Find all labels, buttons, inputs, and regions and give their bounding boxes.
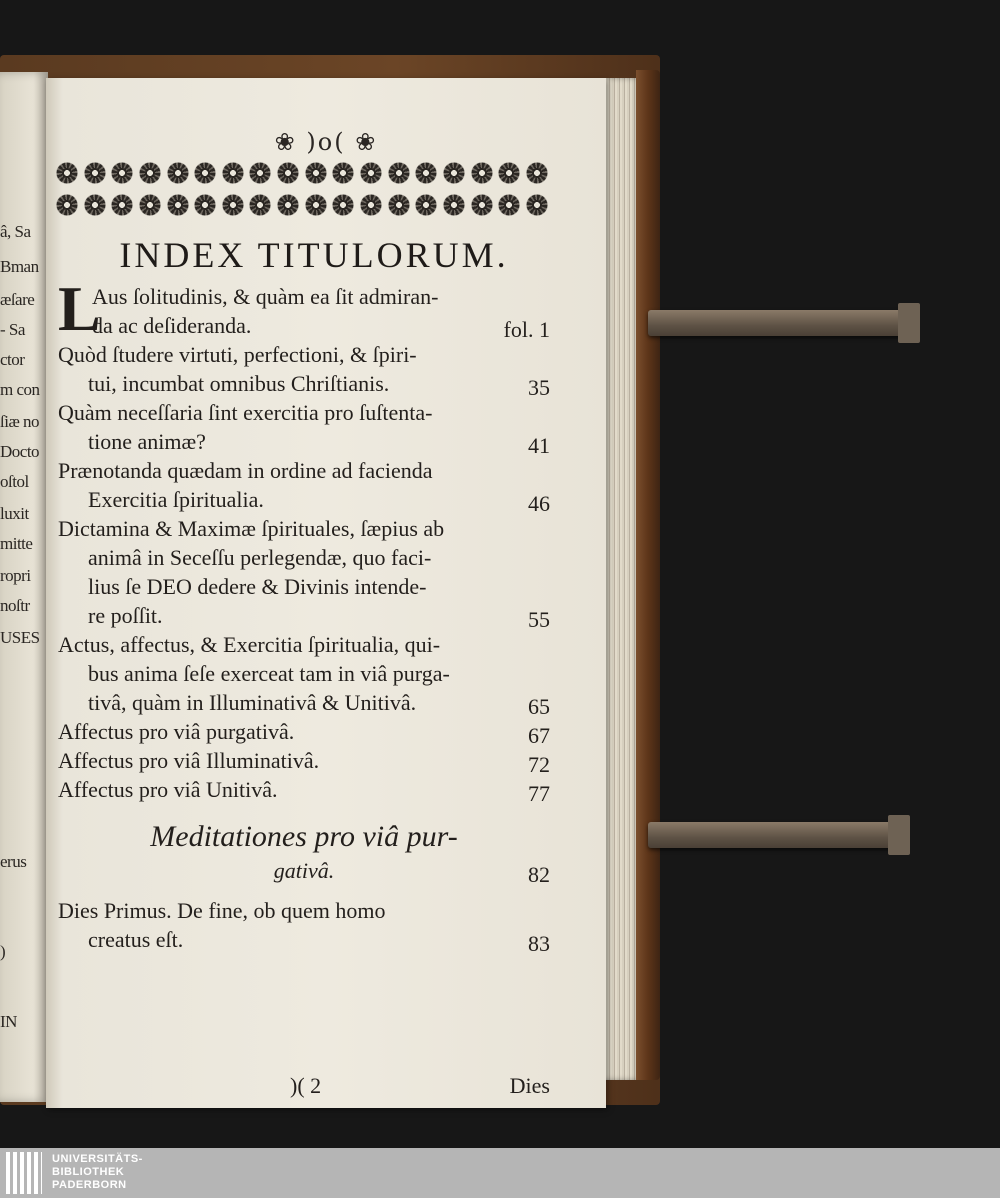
toc-entry-line: animâ in Seceſſu perlegendæ, quo faci- <box>88 545 432 570</box>
rosette-ornament-icon <box>360 162 382 184</box>
rosette-ornament-icon <box>277 194 299 216</box>
rosette-ornament-icon <box>56 162 78 184</box>
logo-line: BIBLIOTHEK <box>52 1166 125 1178</box>
toc-entry <box>58 717 550 746</box>
rosette-ornament-icon <box>360 194 382 216</box>
toc-entry <box>58 896 550 954</box>
left-page-text-fragment: - Sa <box>0 320 25 339</box>
toc-entry-line: Affectus pro viâ purgativâ. <box>58 719 295 744</box>
toc-page-number: 77 <box>528 781 550 806</box>
toc-entry-line: Affectus pro viâ Unitivâ. <box>58 777 278 802</box>
left-page-text-fragment: æſare <box>0 290 35 309</box>
toc-page-number: 65 <box>528 694 550 719</box>
rosette-ornament-icon <box>471 162 493 184</box>
toc-entry-line: tui, incumbat omnibus Chriſtianis. <box>88 371 390 396</box>
rosette-ornament-icon <box>277 162 299 184</box>
section-heading <box>58 820 550 888</box>
cover-edge <box>636 70 660 1080</box>
left-page-text-fragment: Docto <box>0 442 40 461</box>
rosette-ornament-icon <box>167 194 189 216</box>
rosette-ornament-icon <box>305 194 327 216</box>
toc-entry-line: Dies Primus. De fine, ob quem homo <box>58 898 386 923</box>
lower-clasp <box>648 822 898 848</box>
running-head: ❀ )o( ❀ <box>274 128 378 156</box>
toc-page-number: 67 <box>528 723 550 748</box>
footer-bar <box>0 1148 1000 1198</box>
ornament-row <box>56 194 548 218</box>
upper-clasp <box>648 310 908 336</box>
rosette-ornament-icon <box>222 162 244 184</box>
toc-page-number: 55 <box>528 607 550 632</box>
logo-line: PADERBORN <box>52 1179 127 1191</box>
toc-entry-line: bus anima ſeſe exerceat tam in viâ purga- <box>88 661 450 686</box>
toc-entry-line: da ac deſideranda. <box>92 313 252 338</box>
toc-entry-line: lius ſe DEO dedere & Divinis intende- <box>88 574 427 599</box>
rosette-ornament-icon <box>305 162 327 184</box>
catchword: Dies <box>509 1073 550 1098</box>
toc-entry-line: Dictamina & Maximæ ſpirituales, ſæpius ab <box>58 516 445 541</box>
rosette-ornament-icon <box>443 194 465 216</box>
library-logo-icon <box>6 1152 42 1194</box>
logo-line: UNIVERSITÄTS- <box>52 1153 143 1165</box>
toc-entry-line: Prænotanda quædam in ordine ad facienda <box>58 458 433 483</box>
rosette-ornament-icon <box>526 194 548 216</box>
left-page-text-fragment: IN <box>0 1012 17 1031</box>
toc-page-number: 83 <box>528 931 550 956</box>
rosette-ornament-icon <box>332 162 354 184</box>
toc-entry <box>58 340 550 398</box>
rosette-ornament-icon <box>443 162 465 184</box>
left-page-text-fragment: â, Sa <box>0 222 31 241</box>
toc-entry-line: Exercitia ſpiritualia. <box>88 487 264 512</box>
rosette-ornament-icon <box>222 194 244 216</box>
rosette-ornament-icon <box>111 194 133 216</box>
left-page-text-fragment: noſtr <box>0 596 30 615</box>
rosette-ornament-icon <box>139 194 161 216</box>
toc-page-number: 35 <box>528 375 550 400</box>
rosette-ornament-icon <box>249 194 271 216</box>
section-heading-line: Meditationes pro viâ pur- <box>150 820 458 853</box>
left-page-text-fragment: luxit <box>0 504 29 523</box>
right-page <box>46 78 606 1108</box>
ornament-row <box>56 162 548 186</box>
rosette-ornament-icon <box>111 162 133 184</box>
ornament-band <box>56 162 548 218</box>
left-page-text-fragment: USES <box>0 628 40 647</box>
rosette-ornament-icon <box>471 194 493 216</box>
left-page-text-fragment: erus <box>0 852 27 871</box>
rosette-ornament-icon <box>249 162 271 184</box>
toc-entry <box>58 630 550 717</box>
toc-entry <box>58 514 550 630</box>
signature-mark: )( 2 <box>290 1073 322 1098</box>
drop-cap: L <box>58 273 101 344</box>
toc-entry-line: creatus eſt. <box>88 927 184 952</box>
rosette-ornament-icon <box>526 162 548 184</box>
rosette-ornament-icon <box>415 162 437 184</box>
left-page-text-fragment: ctor <box>0 350 25 369</box>
left-page-text-fragment: ropri <box>0 566 31 585</box>
library-logo-text <box>52 1153 143 1192</box>
left-page-text-fragment: m con <box>0 380 40 399</box>
rosette-ornament-icon <box>498 194 520 216</box>
rosette-ornament-icon <box>194 194 216 216</box>
toc-entry-line: Quòd ſtudere virtuti, perfectioni, & ſpiri- <box>58 342 417 367</box>
toc-entry-line: tivâ, quàm in Illuminativâ & Unitivâ. <box>88 690 417 715</box>
rosette-ornament-icon <box>388 162 410 184</box>
toc-entry-line: Actus, affectus, & Exercitia ſpiritualia, qui- <box>58 632 441 657</box>
toc-page-number: 41 <box>528 433 550 458</box>
left-page-text-fragment: ) <box>0 942 6 961</box>
page-title: INDEX TITULORUM. <box>119 235 509 275</box>
toc-page-number: fol. 1 <box>503 317 550 342</box>
lower-clasp-tip <box>888 815 910 855</box>
left-page <box>0 72 48 1102</box>
left-page-text-fragment: Bman <box>0 257 39 276</box>
table-of-contents <box>58 273 550 956</box>
section-heading-line: gativâ. <box>273 858 335 883</box>
toc-entry-line: Aus ſolitudinis, & quàm ea ſit admiran- <box>92 284 439 309</box>
toc-entry-line: Quàm neceſſaria ſint exercitia pro ſuſtenta- <box>58 400 433 425</box>
upper-clasp-tip <box>898 303 920 343</box>
rosette-ornament-icon <box>388 194 410 216</box>
toc-entry <box>58 746 550 775</box>
rosette-ornament-icon <box>84 162 106 184</box>
rosette-ornament-icon <box>415 194 437 216</box>
toc-entry-line: re poſſit. <box>88 603 163 628</box>
rosette-ornament-icon <box>84 194 106 216</box>
rosette-ornament-icon <box>139 162 161 184</box>
toc-entry-line: Affectus pro viâ Illuminativâ. <box>58 748 320 773</box>
rosette-ornament-icon <box>498 162 520 184</box>
toc-page-number: 72 <box>528 752 550 777</box>
toc-entry <box>58 398 550 456</box>
rosette-ornament-icon <box>332 194 354 216</box>
rosette-ornament-icon <box>56 194 78 216</box>
rosette-ornament-icon <box>194 162 216 184</box>
left-page-text-fragment: mitte <box>0 534 33 553</box>
toc-entry <box>58 273 550 344</box>
left-page-text-fragment: oſtol <box>0 472 29 491</box>
toc-page-number: 82 <box>528 862 550 887</box>
toc-entry-line: tione animæ? <box>88 429 206 454</box>
toc-entry <box>58 775 550 804</box>
rosette-ornament-icon <box>167 162 189 184</box>
left-page-text-fragment: ſiæ no <box>0 412 40 431</box>
toc-entry <box>58 456 550 514</box>
toc-page-number: 46 <box>528 491 550 516</box>
